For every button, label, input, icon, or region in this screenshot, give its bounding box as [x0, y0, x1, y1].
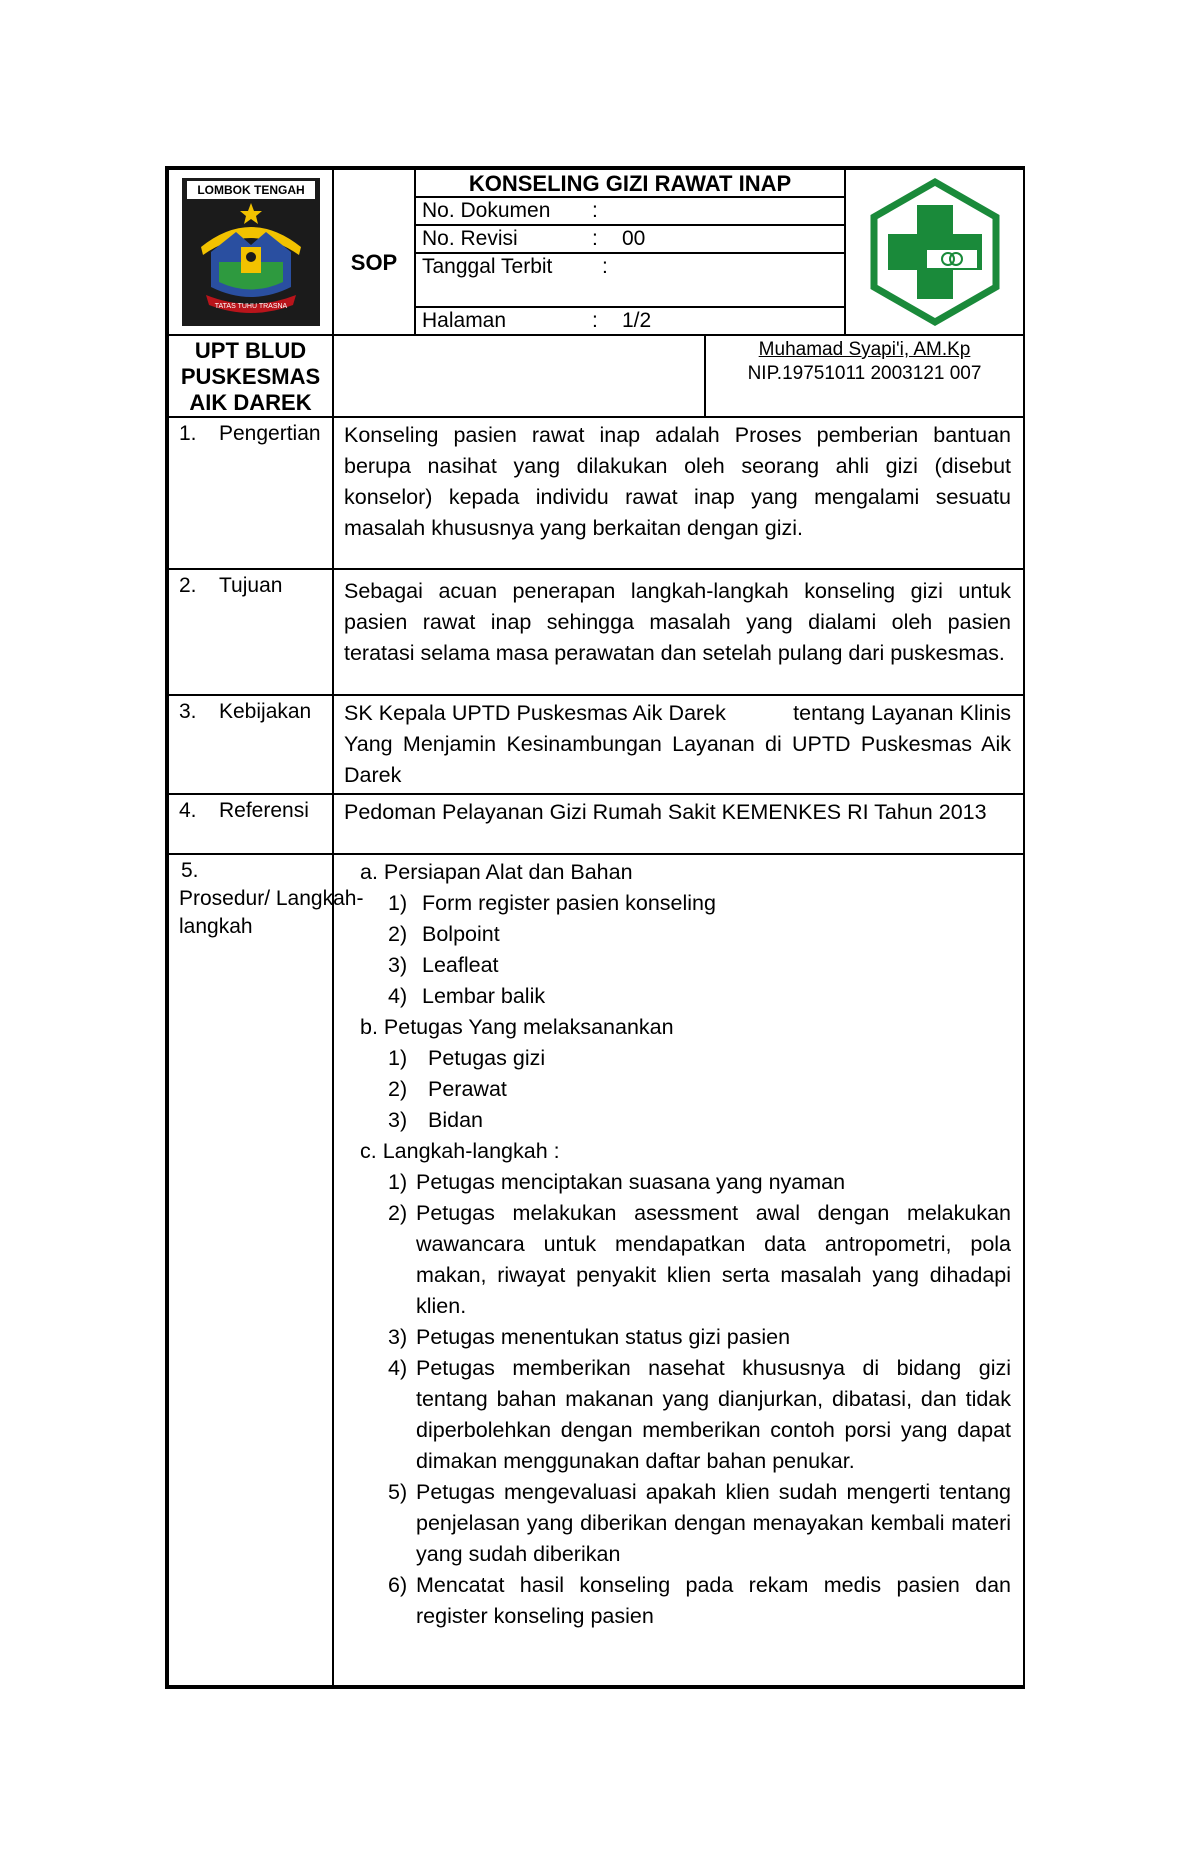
section-text-kebijakan: SK Kepala UPTD Puskesmas Aik Darek tentang Layanan Klinis Yang Menjamin Kesinambungan Layanan di UPTD Puskesmas Aik Darek — [333, 695, 1024, 794]
section-label-pengertian: 1. Pengertian — [168, 417, 333, 569]
list-item: 2) Perawat — [388, 1077, 507, 1101]
sop-label-cell — [333, 169, 415, 335]
meta-label: No. Revisi — [422, 227, 518, 250]
list-item: 6) Mencatat hasil konseling pada rekam medis pasien dan register konseling pasien — [388, 1573, 1012, 1628]
meta-halaman: Halaman : 1/2 — [422, 309, 652, 332]
section-label-prosedur: 5.Prosedur/ Langkah-langkah — [168, 854, 333, 1686]
section-text-tujuan: Sebagai acuan penerapan langkah-langkah konseling gizi untuk pasien rawat inap sehingga masalah yang dialami oleh pasien teratasi selama masa perawatan dan setelah pulang dari puskesmas. — [333, 569, 1024, 695]
meta-no-revisi: No. Revisi : 00 — [416, 226, 844, 254]
meta-value: 1/2 — [622, 309, 652, 332]
emblem-motto: TATAS TUHU TRASNA — [214, 303, 287, 310]
subsection-title-b: b. Petugas Yang melaksanankan — [360, 1015, 674, 1039]
subsection-title-a: a. Persiapan Alat dan Bahan — [360, 860, 633, 884]
list-item: 3) Bidan — [388, 1108, 483, 1132]
list-item: 4) Petugas memberikan nasehat khususnya di bidang gizi tentang bahan makanan yang dianjurkan, dibatasi, dan tidak diperbolehkan dengan memberikan contoh porsi yang dapat dimakan menggunakan daftar bahan penukar. — [388, 1356, 1012, 1473]
regional-emblem-cell — [168, 169, 333, 335]
region-label: LOMBOK TENGAH — [196, 183, 305, 197]
lombok-tengah-emblem-icon — [181, 177, 321, 327]
signer-name: Muhamad Syapi'i, AM.Kp — [758, 339, 971, 360]
list-item: 1) Petugas gizi — [388, 1046, 546, 1070]
list-item: 2) Petugas melakukan asessment awal dengan melakukan wawancara untuk mendapatkan data antropometri, pola makan, riwayat penyakit klien serta masalah yang dihadapi klien. — [388, 1201, 1012, 1318]
section-text-referensi: Pedoman Pelayanan Gizi Rumah Sakit KEMENKES RI Tahun 2013 — [333, 794, 1024, 854]
meta-tanggal-terbit: Tanggal Terbit : — [416, 254, 844, 308]
sop-label: SOP — [350, 250, 398, 275]
title-meta-cell — [415, 169, 845, 335]
subsection-title-c: c. Langkah-langkah : — [360, 1139, 560, 1163]
list-item: 2) Bolpoint — [388, 922, 500, 946]
puskesmas-logo-icon — [860, 177, 1010, 327]
meta-label: Tanggal Terbit — [422, 255, 553, 278]
list-item: 3) Petugas menentukan status gizi pasien — [388, 1325, 791, 1349]
section-label-referensi: 4. Referensi — [168, 794, 333, 854]
list-item: 1) Petugas menciptakan suasana yang nyaman — [388, 1170, 846, 1194]
section-label-kebijakan: 3. Kebijakan — [168, 695, 333, 794]
document-title: KONSELING GIZI RAWAT INAP — [416, 170, 844, 198]
signer-block — [705, 335, 1024, 417]
list-item: 3) Leafleat — [388, 953, 499, 977]
meta-label: No. Dokumen — [422, 199, 551, 222]
meta-value: 00 — [622, 227, 646, 250]
organization-name: UPT BLUD PUSKESMAS AIK DAREK — [168, 335, 333, 417]
sop-document — [165, 166, 1025, 1689]
sop-table — [167, 168, 1025, 1687]
puskesmas-logo-cell — [845, 169, 1024, 335]
section-content-prosedur — [333, 854, 1024, 1686]
signer-nip: NIP.19751011 2003121 007 — [747, 363, 982, 384]
meta-label: Halaman — [422, 309, 507, 332]
blank-approval-cell — [333, 335, 705, 417]
list-item: 1) Form register pasien konseling — [388, 891, 716, 915]
section-label-tujuan: 2. Tujuan — [168, 569, 333, 695]
section-text-pengertian: Konseling pasien rawat inap adalah Proses pemberian bantuan berupa nasihat yang dilakukan oleh seorang ahli gizi (disebut konselor) kepada individu rawat inap yang mengalami sesuatu masalah khususnya yang berkaitan dengan gizi. — [333, 417, 1024, 569]
list-item: 5) Petugas mengevaluasi apakah klien sudah mengerti tentang penjelasan yang diberikan dengan menayakan kembali materi yang sudah diberikan — [388, 1480, 1012, 1566]
list-item: 4) Lembar balik — [388, 984, 546, 1008]
meta-no-dokumen: No. Dokumen : — [416, 198, 844, 226]
